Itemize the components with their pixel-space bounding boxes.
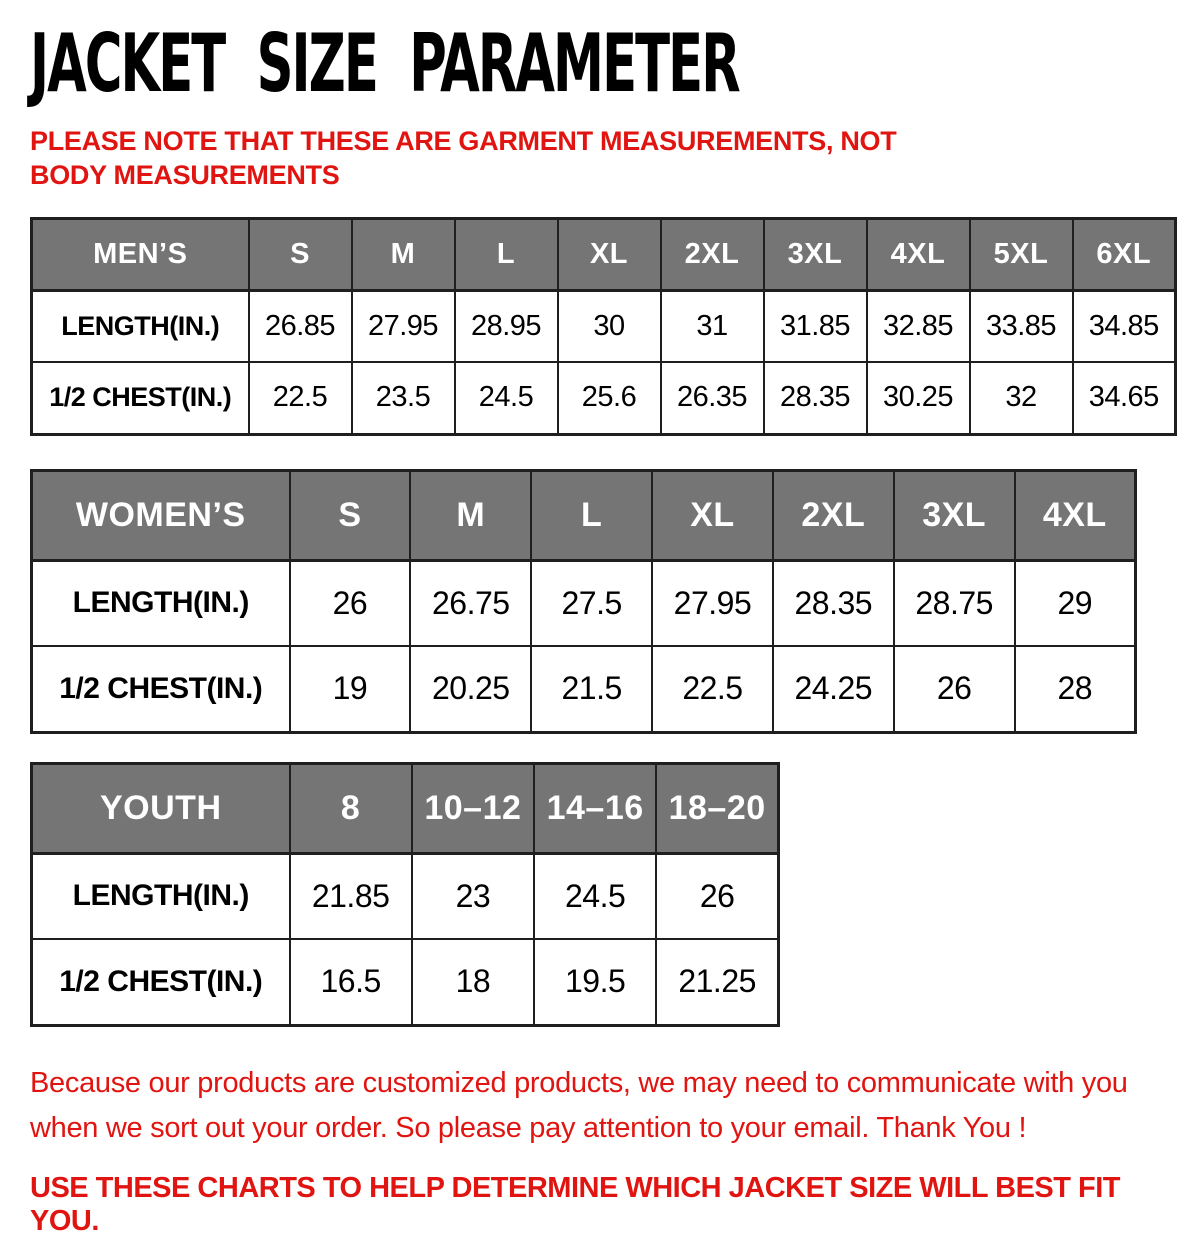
mens-measurement-value-cell: 31.85 bbox=[764, 290, 867, 362]
page-title: JACKET SIZE PARAMETER bbox=[30, 17, 739, 110]
youth-row-label-cell: 1/2 CHEST(IN.) bbox=[32, 939, 290, 1025]
mens-size-table bbox=[30, 217, 1177, 436]
mens-measurement-value-cell: 34.85 bbox=[1073, 290, 1176, 362]
womens-measurement-value-cell: 27.5 bbox=[531, 560, 652, 646]
mens-measurement-value-cell: 26.85 bbox=[249, 290, 352, 362]
youth-size-header-cell: 10–12 bbox=[412, 763, 534, 853]
womens-measurement-value-cell: 24.25 bbox=[773, 646, 894, 732]
mens-measurement-value-cell: 33.85 bbox=[970, 290, 1073, 362]
womens-measurement-value-cell: 21.5 bbox=[531, 646, 652, 732]
mens-measurement-value-cell: 25.6 bbox=[558, 362, 661, 434]
mens-data-row bbox=[32, 290, 1176, 362]
womens-row-label-cell: 1/2 CHEST(IN.) bbox=[32, 646, 290, 732]
youth-data-row bbox=[32, 939, 779, 1025]
mens-measurement-value-cell: 30.25 bbox=[867, 362, 970, 434]
mens-row-label-cell: LENGTH(IN.) bbox=[32, 290, 249, 362]
mens-data-row bbox=[32, 362, 1176, 434]
womens-measurement-value-cell: 26.75 bbox=[410, 560, 531, 646]
mens-measurement-value-cell: 31 bbox=[661, 290, 764, 362]
womens-measurement-value-cell: 29 bbox=[1015, 560, 1136, 646]
youth-measurement-value-cell: 21.85 bbox=[290, 853, 412, 939]
mens-size-header-cell: M bbox=[352, 218, 455, 290]
mens-measurement-value-cell: 26.35 bbox=[661, 362, 764, 434]
womens-size-header-cell: 3XL bbox=[894, 470, 1015, 560]
womens-row-label-cell: LENGTH(IN.) bbox=[32, 560, 290, 646]
mens-size-header-cell: 3XL bbox=[764, 218, 867, 290]
womens-measurement-value-cell: 19 bbox=[290, 646, 411, 732]
youth-data-row bbox=[32, 853, 779, 939]
customization-notice-text: Because our products are customized products, we may need to communicate with you when we sort out your order. So please pay attention to your email. Thank You ! bbox=[30, 1066, 1128, 1145]
mens-measurement-value-cell: 32.85 bbox=[867, 290, 970, 362]
mens-measurement-value-cell: 24.5 bbox=[455, 362, 558, 434]
womens-measurement-value-cell: 22.5 bbox=[652, 646, 773, 732]
youth-group-label-cell: YOUTH bbox=[32, 763, 290, 853]
mens-size-header-cell: S bbox=[249, 218, 352, 290]
mens-measurement-value-cell: 28.95 bbox=[455, 290, 558, 362]
chart-usage-instruction-text: USE THESE CHARTS TO HELP DETERMINE WHICH JACKET SIZE WILL BEST FIT YOU. bbox=[30, 1172, 1121, 1238]
womens-group-label-cell: WOMEN’S bbox=[32, 470, 290, 560]
mens-size-header-cell: 2XL bbox=[661, 218, 764, 290]
womens-measurement-value-cell: 26 bbox=[894, 646, 1015, 732]
womens-measurement-value-cell: 28.75 bbox=[894, 560, 1015, 646]
mens-measurement-value-cell: 28.35 bbox=[764, 362, 867, 434]
womens-header-row bbox=[32, 470, 1136, 560]
youth-measurement-value-cell: 26 bbox=[656, 853, 778, 939]
youth-measurement-value-cell: 21.25 bbox=[656, 939, 778, 1025]
youth-measurement-value-cell: 19.5 bbox=[534, 939, 656, 1025]
womens-data-row bbox=[32, 560, 1136, 646]
garment-measurements-note: PLEASE NOTE THAT THESE ARE GARMENT MEASUREMENTS, NOT BODY MEASUREMENTS bbox=[30, 126, 897, 191]
womens-size-header-cell: S bbox=[290, 470, 411, 560]
mens-measurement-value-cell: 27.95 bbox=[352, 290, 455, 362]
mens-size-header-cell: L bbox=[455, 218, 558, 290]
womens-size-header-cell: XL bbox=[652, 470, 773, 560]
youth-measurement-value-cell: 24.5 bbox=[534, 853, 656, 939]
womens-size-header-cell: L bbox=[531, 470, 652, 560]
mens-measurement-value-cell: 22.5 bbox=[249, 362, 352, 434]
womens-measurement-value-cell: 28.35 bbox=[773, 560, 894, 646]
youth-size-table bbox=[30, 762, 780, 1027]
womens-measurement-value-cell: 20.25 bbox=[410, 646, 531, 732]
mens-size-header-cell: XL bbox=[558, 218, 661, 290]
womens-measurement-value-cell: 27.95 bbox=[652, 560, 773, 646]
womens-measurement-value-cell: 26 bbox=[290, 560, 411, 646]
mens-header-row bbox=[32, 218, 1176, 290]
womens-size-table bbox=[30, 469, 1137, 734]
size-parameter-page bbox=[0, 17, 1200, 1238]
mens-measurement-value-cell: 30 bbox=[558, 290, 661, 362]
womens-data-row bbox=[32, 646, 1136, 732]
youth-row-label-cell: LENGTH(IN.) bbox=[32, 853, 290, 939]
youth-size-header-cell: 8 bbox=[290, 763, 412, 853]
mens-measurement-value-cell: 23.5 bbox=[352, 362, 455, 434]
mens-measurement-value-cell: 32 bbox=[970, 362, 1073, 434]
mens-size-header-cell: 6XL bbox=[1073, 218, 1176, 290]
youth-measurement-value-cell: 16.5 bbox=[290, 939, 412, 1025]
mens-measurement-value-cell: 34.65 bbox=[1073, 362, 1176, 434]
mens-row-label-cell: 1/2 CHEST(IN.) bbox=[32, 362, 249, 434]
womens-size-header-cell: 4XL bbox=[1015, 470, 1136, 560]
womens-size-header-cell: M bbox=[410, 470, 531, 560]
mens-size-header-cell: 4XL bbox=[867, 218, 970, 290]
mens-size-header-cell: 5XL bbox=[970, 218, 1073, 290]
youth-size-header-cell: 14–16 bbox=[534, 763, 656, 853]
womens-size-header-cell: 2XL bbox=[773, 470, 894, 560]
youth-measurement-value-cell: 18 bbox=[412, 939, 534, 1025]
womens-measurement-value-cell: 28 bbox=[1015, 646, 1136, 732]
youth-measurement-value-cell: 23 bbox=[412, 853, 534, 939]
youth-size-header-cell: 18–20 bbox=[656, 763, 778, 853]
mens-group-label-cell: MEN’S bbox=[32, 218, 249, 290]
youth-header-row bbox=[32, 763, 779, 853]
